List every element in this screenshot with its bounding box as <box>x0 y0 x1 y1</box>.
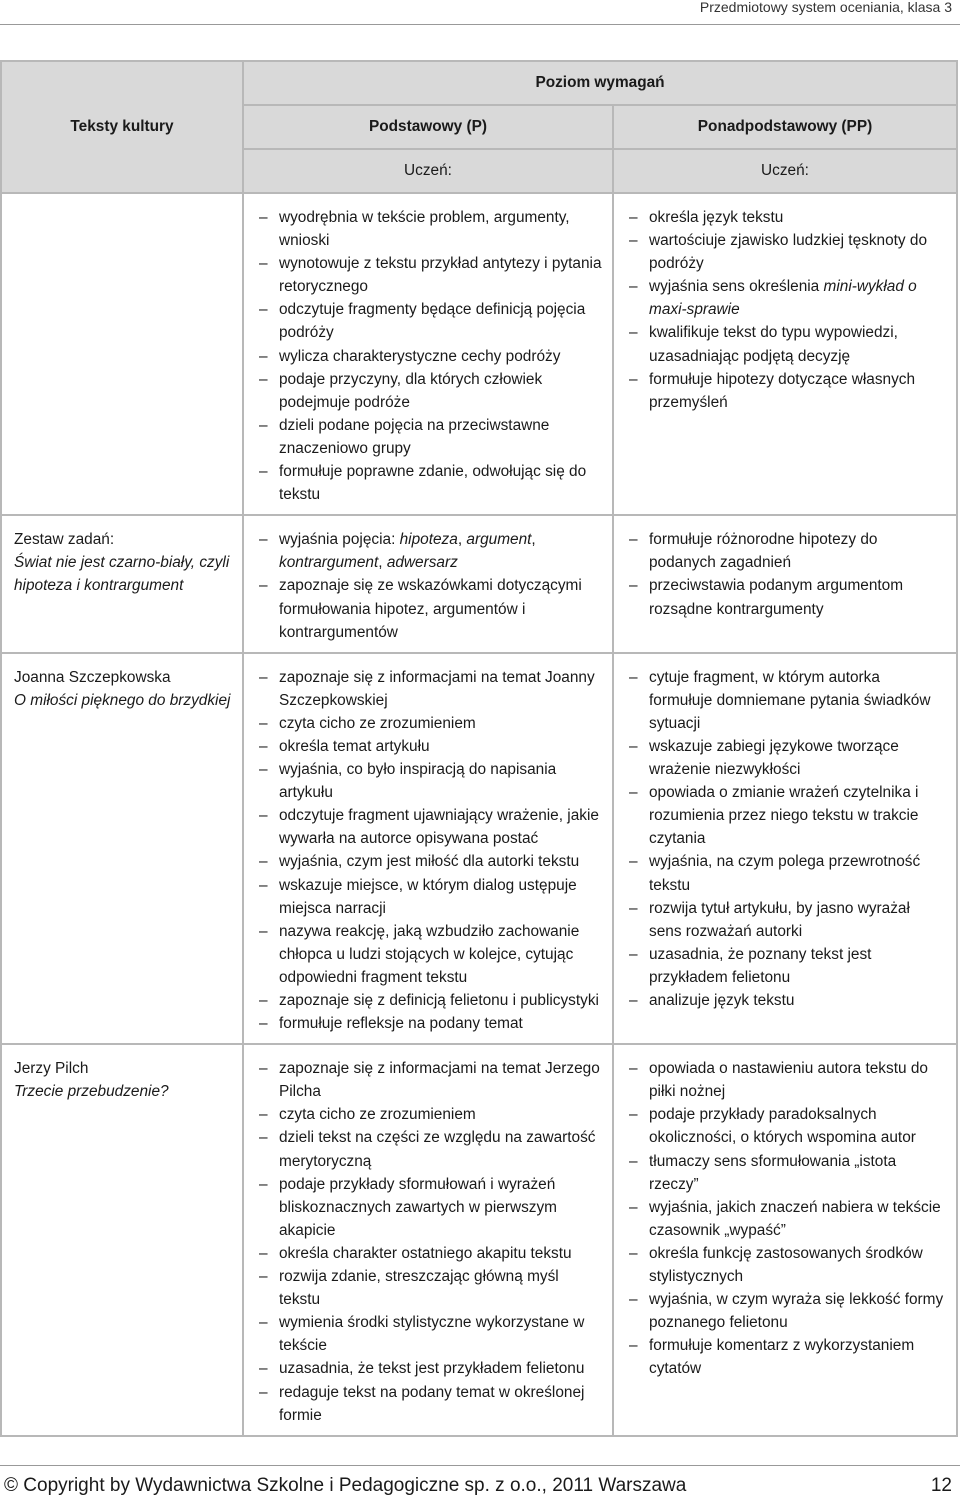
basic-cell <box>243 1044 613 1436</box>
text-title: Zestaw zadań: <box>14 531 115 549</box>
requirement-item: – formułuje hipotezy dotyczące własnych przemyśleń <box>624 368 946 414</box>
requirement-item: – tłumaczy sens sformułowania „istota rzeczy” <box>624 1150 946 1196</box>
requirement-item: – wyjaśnia, w czym wyraża się lekkość formy poznanego felietonu <box>624 1288 946 1334</box>
requirement-item: – uzasadnia, że poznany tekst jest przykładem felietonu <box>624 943 946 989</box>
requirement-item: – odczytuje fragmenty będące definicją pojęcia podróży <box>254 298 602 344</box>
table-body <box>1 193 957 1436</box>
requirement-item: – zapoznaje się z informacjami na temat Jerzego Pilcha <box>254 1057 602 1103</box>
requirement-item: – wyodrębnia w tekście problem, argumenty, wnioski <box>254 206 602 252</box>
table-row <box>1 193 957 515</box>
requirement-item: – wynotowuje z tekstu przykład antytezy i pytania retorycznego <box>254 252 602 298</box>
advanced-cell <box>613 653 957 1045</box>
table-row <box>1 653 957 1045</box>
requirement-item: – opowiada o zmianie wrażeń czytelnika i rozumienia przez niego tekstu w trakcie czytania <box>624 781 946 850</box>
requirement-item: – wyjaśnia sens określenia mini-wykład o maxi-sprawie <box>624 275 946 321</box>
requirement-item: – zapoznaje się z informacjami na temat Joanny Szczepkowskiej <box>254 666 602 712</box>
requirement-item: – określa charakter ostatniego akapitu tekstu <box>254 1242 602 1265</box>
requirement-item: – zapoznaje się z definicją felietonu i publicystyki <box>254 989 602 1012</box>
requirement-item: – formułuje komentarz z wykorzystaniem cytatów <box>624 1334 946 1380</box>
text-cell <box>1 515 243 652</box>
requirement-item: – wskazuje miejsce, w którym dialog ustępuje miejsca narracji <box>254 874 602 920</box>
requirement-item: – analizuje język tekstu <box>624 989 946 1012</box>
requirement-item: – cytuje fragment, w którym autorka formułuje domniemane pytania świadków sytuacji <box>624 666 946 735</box>
requirement-item: – rozwija zdanie, streszczając główną myśl tekstu <box>254 1265 602 1311</box>
requirement-item: – formułuje poprawne zdanie, odwołując się do tekstu <box>254 460 602 506</box>
requirement-item: – nazywa reakcję, jaką wzbudziło zachowanie chłopca u ludzi stojących w kolejce, cytując odpowiedni fragment tekstu <box>254 920 602 989</box>
student-label-advanced: Uczeń: <box>613 149 957 193</box>
footer-divider <box>0 1465 960 1466</box>
copyright-text: © Copyright by Wydawnictwa Szkolne i Pedagogiczne sp. z o.o., 2011 Warszawa <box>4 1475 687 1496</box>
requirement-item: – podaje przyczyny, dla których człowiek podejmuje podróże <box>254 368 602 414</box>
requirement-item: – podaje przykłady paradoksalnych okoliczności, o których wspomina autor <box>624 1103 946 1149</box>
text-author: Joanna Szczepkowska <box>14 668 171 686</box>
requirements-table <box>0 60 958 1437</box>
text-work-title: O miłości pięknego do brzydkiej <box>14 691 231 709</box>
requirement-item: – redaguje tekst na podany temat w określonej formie <box>254 1381 602 1427</box>
text-cell <box>1 193 243 515</box>
requirement-item: – formułuje różnorodne hipotezy do podanych zagadnień <box>624 528 946 574</box>
requirement-item: – formułuje refleksje na podany temat <box>254 1012 602 1035</box>
requirement-item: – wyjaśnia, co było inspiracją do napisania artykułu <box>254 758 602 804</box>
table-row <box>1 1044 957 1436</box>
requirement-item: – wartościuje zjawisko ludzkiej tęsknoty do podróży <box>624 229 946 275</box>
page-number: 12 <box>930 1475 952 1496</box>
advanced-cell <box>613 1044 957 1436</box>
requirement-item: – podaje przykłady sformułowań i wyrażeń bliskoznacznych zawartych w pierwszym akapicie <box>254 1173 602 1242</box>
requirement-item: – uzasadnia, że tekst jest przykładem felietonu <box>254 1357 602 1380</box>
header-divider <box>0 24 960 25</box>
requirement-item: – wskazuje zabiegi językowe tworzące wrażenie niezwykłości <box>624 735 946 781</box>
requirement-item: – wyjaśnia, jakich znaczeń nabiera w tekście czasownik „wypaść” <box>624 1196 946 1242</box>
requirement-item: – dzieli tekst na części ze względu na zawartość merytoryczną <box>254 1126 602 1172</box>
requirement-item: – przeciwstawia podanym argumentom rozsądne kontrargumenty <box>624 574 946 620</box>
column-header-texts: Teksty kultury <box>1 61 243 193</box>
requirement-item: – zapoznaje się ze wskazówkami dotyczącymi formułowania hipotez, argumentów i kontrargumentów <box>254 574 602 643</box>
requirement-item: – odczytuje fragment ujawniający wrażenie, jakie wywarła na autorce opisywana postać <box>254 804 602 850</box>
requirement-item: – wymienia środki stylistyczne wykorzystane w tekście <box>254 1311 602 1357</box>
requirement-item: – dzieli podane pojęcia na przeciwstawne znaczeniowo grupy <box>254 414 602 460</box>
column-header-level: Poziom wymagań <box>243 61 957 105</box>
text-cell <box>1 1044 243 1436</box>
requirement-item: – czyta cicho ze zrozumieniem <box>254 1103 602 1126</box>
column-header-advanced: Ponadpodstawowy (PP) <box>613 105 957 149</box>
text-work-title: Trzecie przebudzenie? <box>14 1083 169 1101</box>
basic-cell <box>243 515 613 652</box>
requirement-item: – określa temat artykułu <box>254 735 602 758</box>
running-header: Przedmiotowy system oceniania, klasa 3 <box>699 0 952 15</box>
requirement-item: – czyta cicho ze zrozumieniem <box>254 712 602 735</box>
table-row <box>1 515 957 652</box>
requirement-item: – określa funkcję zastosowanych środków stylistycznych <box>624 1242 946 1288</box>
column-header-basic: Podstawowy (P) <box>243 105 613 149</box>
requirement-item: – wylicza charakterystyczne cechy podróży <box>254 345 602 368</box>
text-cell <box>1 653 243 1045</box>
basic-cell <box>243 653 613 1045</box>
text-work-title: Świat nie jest czarno-biały, czyli hipoteza i kontrargument <box>14 554 230 595</box>
student-label-basic: Uczeń: <box>243 149 613 193</box>
requirement-item: – opowiada o nastawieniu autora tekstu do piłki nożnej <box>624 1057 946 1103</box>
requirement-item: – kwalifikuje tekst do typu wypowiedzi, uzasadniając podjętą decyzję <box>624 321 946 367</box>
text-author: Jerzy Pilch <box>14 1060 89 1078</box>
advanced-cell <box>613 193 957 515</box>
basic-cell <box>243 193 613 515</box>
requirement-item: – wyjaśnia, na czym polega przewrotność tekstu <box>624 850 946 896</box>
requirement-item: – rozwija tytuł artykułu, by jasno wyrażał sens rozważań autorki <box>624 897 946 943</box>
advanced-cell <box>613 515 957 652</box>
requirement-item: – wyjaśnia pojęcia: hipoteza, argument, kontrargument, adwersarz <box>254 528 602 574</box>
requirement-item: – wyjaśnia, czym jest miłość dla autorki tekstu <box>254 850 602 873</box>
requirement-item: – określa język tekstu <box>624 206 946 229</box>
